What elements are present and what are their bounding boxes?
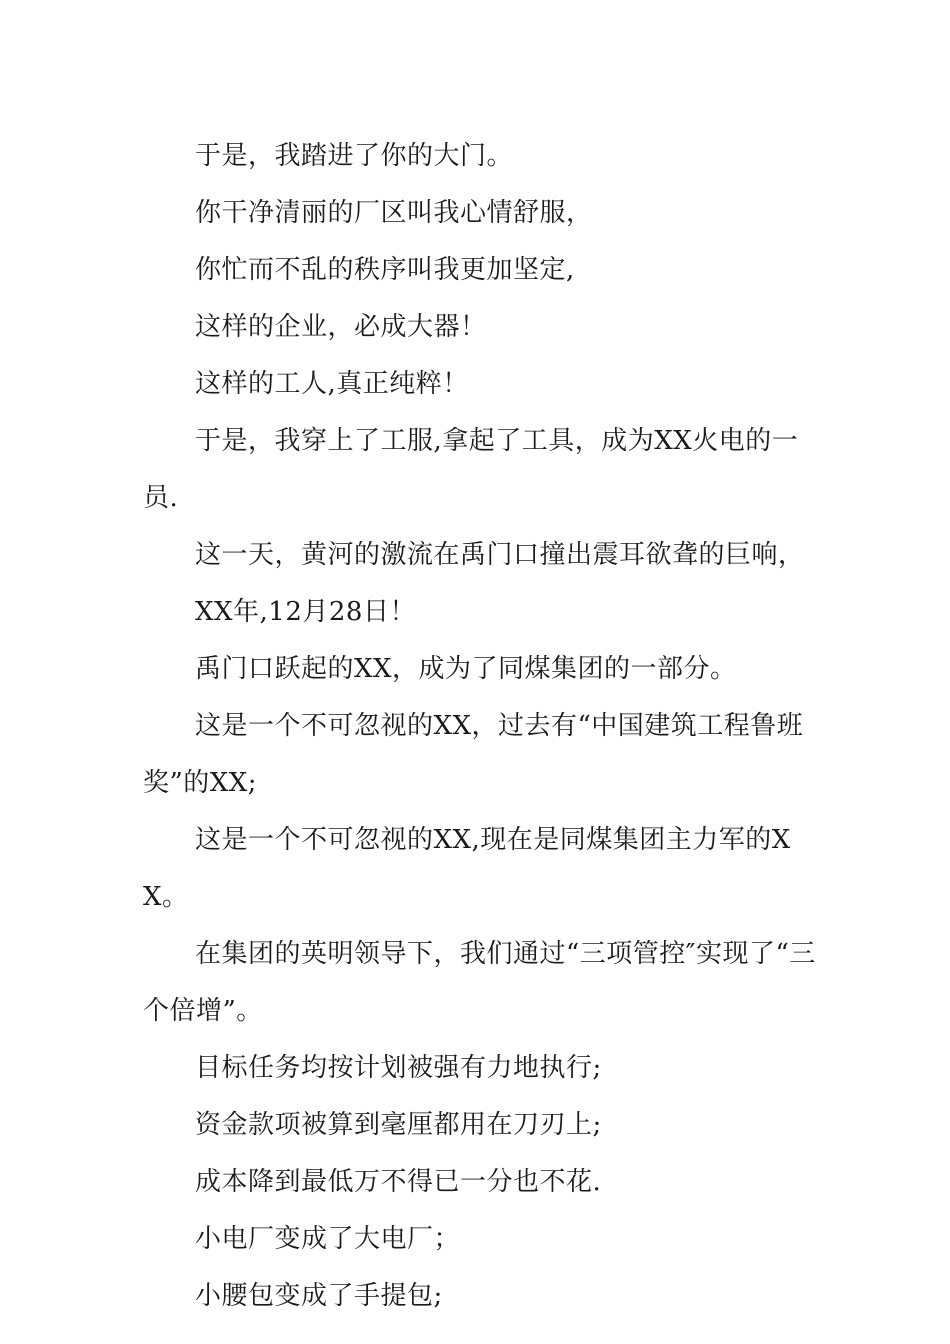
paragraph: 资金款项被算到毫厘都用在刀刃上; (195, 1110, 602, 1140)
paragraph: 于是，我穿上了工服,拿起了工具，成为XX火电的一员. (143, 426, 799, 513)
paragraph: 目标任务均按计划被强有力地执行; (195, 1053, 602, 1083)
paragraph: 你忙而不乱的秩序叫我更加坚定, (195, 255, 575, 285)
paragraph: 这样的工人,真正纯粹！ (195, 369, 469, 399)
paragraph: 你干净清丽的厂区叫我心情舒服， (195, 198, 593, 228)
paragraph: 小电厂变成了大电厂； (195, 1224, 461, 1254)
paragraph: XX年,12月28日！ (195, 597, 416, 627)
paragraph: 小腰包变成了手提包; (195, 1281, 443, 1311)
document-body (143, 128, 823, 1325)
paragraph: 这是一个不可忽视的XX,现在是同煤集团主力军的XX。 (143, 825, 791, 912)
paragraph: 于是，我踏进了你的大门。 (195, 141, 514, 171)
paragraph: 这样的企业，必成大器！ (195, 312, 487, 342)
paragraph: 成本降到最低万不得已一分也不花. (195, 1167, 602, 1197)
paragraph: 禹门口跃起的XX，成为了同煤集团的一部分。 (195, 654, 737, 684)
paragraph: 这一天，黄河的激流在禹门口撞出震耳欲聋的巨响， (195, 540, 805, 570)
paragraph: 在集团的英明领导下，我们通过“三项管控″实现了“三个倍增”。 (143, 939, 816, 1026)
paragraph: 这是一个不可忽视的XX，过去有“中国建筑工程鲁班奖”的XX; (143, 711, 804, 798)
